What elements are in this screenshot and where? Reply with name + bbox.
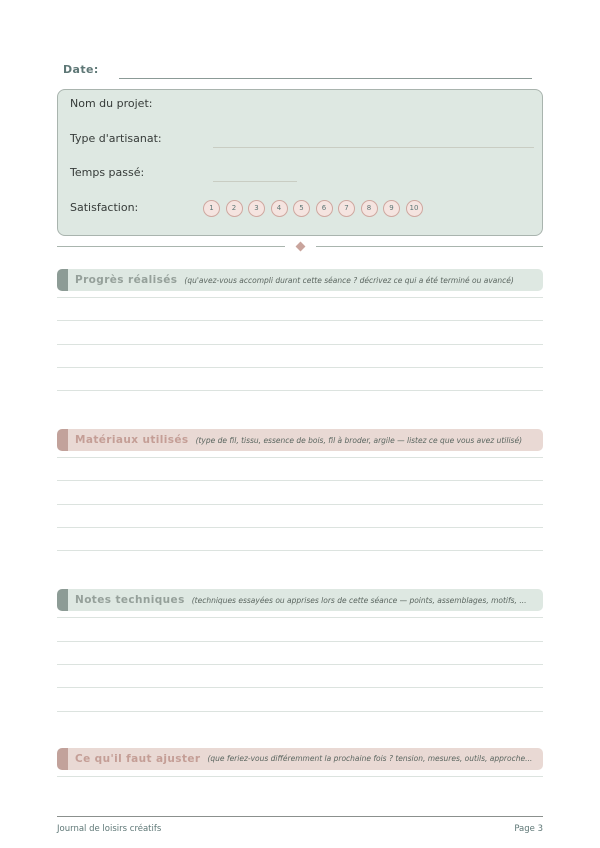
- satisfaction-option[interactable]: 9: [383, 200, 400, 217]
- section-title: Ce qu'il faut ajuster: [75, 752, 201, 765]
- ruled-line: [57, 528, 543, 551]
- section-hint: (techniques essayées ou apprises lors de cette séance — points, assemblages, motifs, ...: [191, 595, 527, 605]
- section-header: [57, 269, 543, 291]
- writing-lines[interactable]: [57, 770, 543, 777]
- diamond-icon: [295, 241, 305, 251]
- project-info-box: [57, 89, 543, 236]
- section-progres-realises: [57, 269, 543, 391]
- section-accent-tab: [57, 269, 68, 291]
- section-header-bar: [68, 269, 543, 291]
- footer-journal-title: Journal de loisirs créatifs: [57, 823, 162, 834]
- ruled-line: [57, 688, 543, 711]
- divider-line: [316, 246, 544, 247]
- section-title: Notes techniques: [75, 594, 185, 607]
- ruled-line: [57, 481, 543, 504]
- date-row: [63, 63, 532, 79]
- section-materiaux-utilises: [57, 429, 543, 551]
- time-spent-label: Temps passé:: [70, 166, 145, 179]
- time-spent-input-line[interactable]: [213, 166, 297, 182]
- time-spent-row: [70, 166, 534, 201]
- ruled-line: [57, 618, 543, 641]
- satisfaction-option[interactable]: 6: [316, 200, 333, 217]
- section-notes-techniques: [57, 589, 543, 711]
- section-header-bar: [68, 748, 543, 770]
- writing-lines[interactable]: [57, 451, 543, 551]
- ruled-line: [57, 291, 543, 298]
- ruled-line: [57, 611, 543, 618]
- ruled-line: [57, 770, 543, 777]
- section-header: [57, 429, 543, 451]
- section-hint: (qu'avez-vous accompli durant cette séance ? décrivez ce qui a été terminé ou avancé): [184, 275, 514, 285]
- divider-line: [57, 246, 285, 247]
- date-label: Date:: [63, 63, 99, 76]
- section-accent-tab: [57, 429, 68, 451]
- satisfaction-option[interactable]: 1: [203, 200, 220, 217]
- section-divider: [57, 242, 543, 250]
- ruled-line: [57, 298, 543, 321]
- section-title: Matériaux utilisés: [75, 434, 189, 447]
- section-hint: (type de fil, tissu, essence de bois, fil à broder, argile — listez ce que vous avez utilisé): [195, 435, 523, 445]
- page-footer: [57, 816, 543, 834]
- writing-lines[interactable]: [57, 611, 543, 711]
- ruled-line: [57, 321, 543, 344]
- satisfaction-option[interactable]: 3: [248, 200, 265, 217]
- ruled-line: [57, 458, 543, 481]
- ruled-line: [57, 345, 543, 368]
- ruled-line: [57, 642, 543, 665]
- section-title: Progrès réalisés: [75, 274, 178, 286]
- satisfaction-option[interactable]: 5: [293, 200, 310, 217]
- date-input-line[interactable]: [119, 63, 532, 79]
- craft-type-input-line[interactable]: [213, 132, 534, 148]
- writing-lines[interactable]: [57, 291, 543, 391]
- ruled-line: [57, 665, 543, 688]
- section-a-ajuster: [57, 748, 543, 777]
- ruled-line: [57, 368, 543, 391]
- satisfaction-row: [70, 201, 534, 236]
- section-header-bar: [68, 429, 543, 451]
- craft-type-row: [70, 132, 534, 167]
- ruled-line: [57, 451, 543, 458]
- section-accent-tab: [57, 748, 68, 770]
- ruled-line: [57, 505, 543, 528]
- section-accent-tab: [57, 589, 68, 611]
- satisfaction-option[interactable]: 2: [226, 200, 243, 217]
- satisfaction-scale: [203, 200, 423, 217]
- satisfaction-option[interactable]: 4: [271, 200, 288, 217]
- craft-type-label: Type d'artisanat:: [70, 131, 162, 145]
- satisfaction-option[interactable]: 10: [406, 200, 423, 217]
- project-name-label: Nom du projet:: [70, 97, 153, 110]
- section-hint: (que feriez-vous différemment la prochaine fois ? tension, mesures, outils, approche...: [207, 754, 533, 764]
- project-name-row: [70, 97, 534, 132]
- section-header: [57, 589, 543, 611]
- satisfaction-label: Satisfaction:: [70, 200, 139, 214]
- satisfaction-option[interactable]: 8: [361, 200, 378, 217]
- section-header-bar: [68, 589, 543, 611]
- page-number: Page 3: [514, 823, 543, 834]
- satisfaction-option[interactable]: 7: [338, 200, 355, 217]
- section-header: [57, 748, 543, 770]
